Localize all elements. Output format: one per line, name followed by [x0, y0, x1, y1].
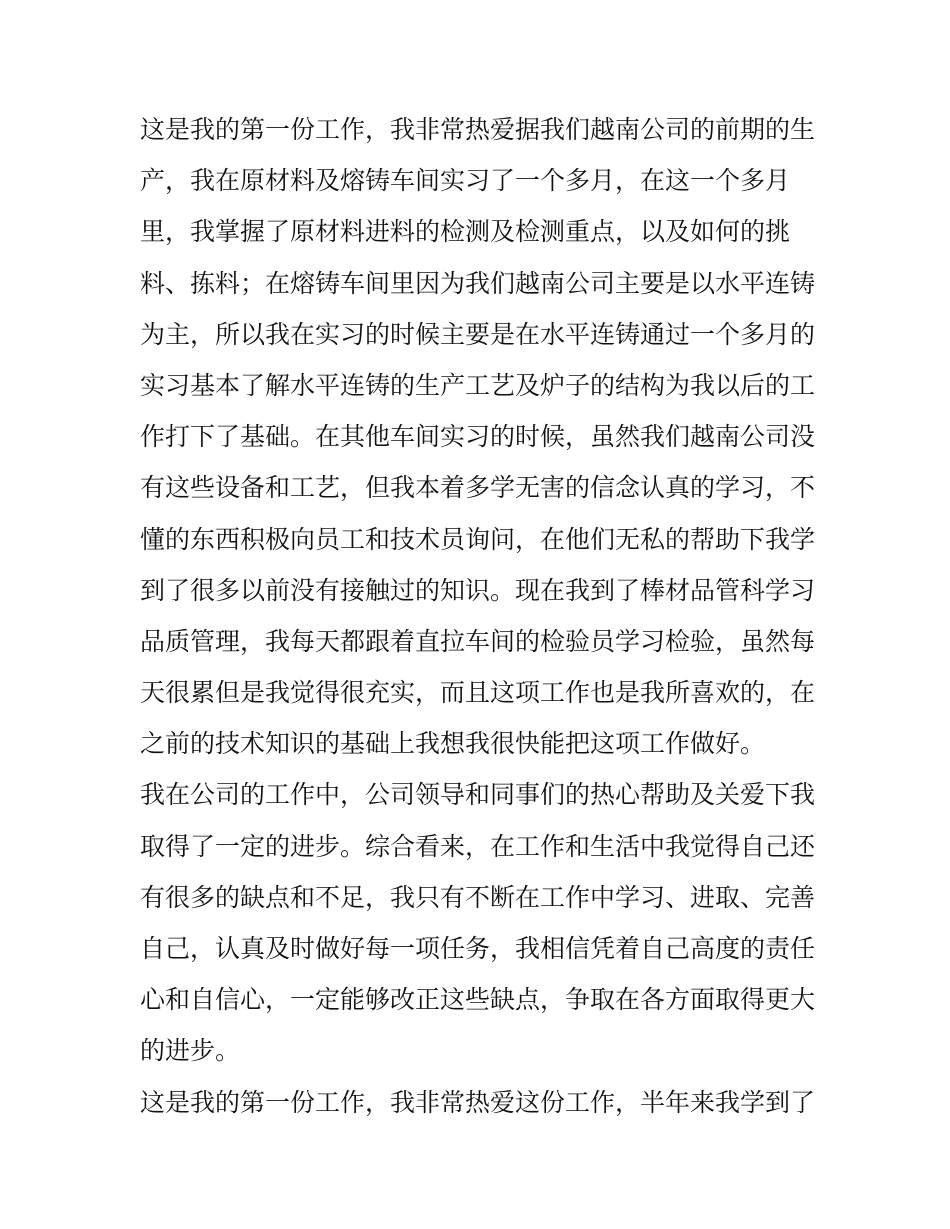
text-line: 作打下了基础。在其他车间实习的时候，虽然我们越南公司没 [140, 422, 816, 452]
text-line: 为主，所以我在实习的时候主要是在水平连铸通过一个多月的 [140, 319, 816, 349]
text-line: 取得了一定的进步。综合看来，在工作和生活中我觉得自己还 [140, 831, 816, 861]
text-line: 到了很多以前没有接触过的知识。现在我到了棒材品管科学习 [140, 575, 816, 605]
text-line: 天很累但是我觉得很充实，而且这项工作也是我所喜欢的，在 [140, 678, 816, 708]
text-line: 这是我的第一份工作，我非常热爱据我们越南公司的前期的生 [140, 115, 816, 144]
text-line: 我在公司的工作中，公司领导和同事们的热心帮助及关爱下我 [140, 780, 816, 810]
text-line: 之前的技术知识的基础上我想我很快能把这项工作做好。 [140, 729, 766, 759]
text-line: 实习基本了解水平连铸的生产工艺及炉子的结构为我以后的工 [140, 370, 816, 400]
body-text [140, 104, 820, 1128]
text-line: 料、拣料；在熔铸车间里因为我们越南公司主要是以水平连铸 [140, 268, 816, 298]
text-line: 这是我的第一份工作，我非常热爱这份工作，半年来我学到了 [140, 1087, 816, 1117]
text-line: 的进步。 [140, 1036, 241, 1066]
text-line: 品质管理，我每天都跟着直拉车间的检验员学习检验，虽然每 [140, 626, 816, 656]
text-line: 自己，认真及时做好每一项任务，我相信凭着自己高度的责任 [140, 934, 816, 963]
text-line: 里，我掌握了原材料进料的检测及检测重点，以及如何的挑 [140, 217, 791, 247]
text-line: 有这些设备和工艺，但我本着多学无害的信念认真的学习，不 [140, 473, 816, 503]
text-line: 产，我在原材料及熔铸车间实习了一个多月，在这一个多月 [140, 166, 791, 196]
text-line: 有很多的缺点和不足，我只有不断在工作中学习、进取、完善 [140, 882, 816, 912]
text-line: 心和自信心，一定能够改正这些缺点，争取在各方面取得更大 [140, 985, 816, 1015]
text-line: 懂的东西积极向员工和技术员询问，在他们无私的帮助下我学 [140, 524, 816, 554]
